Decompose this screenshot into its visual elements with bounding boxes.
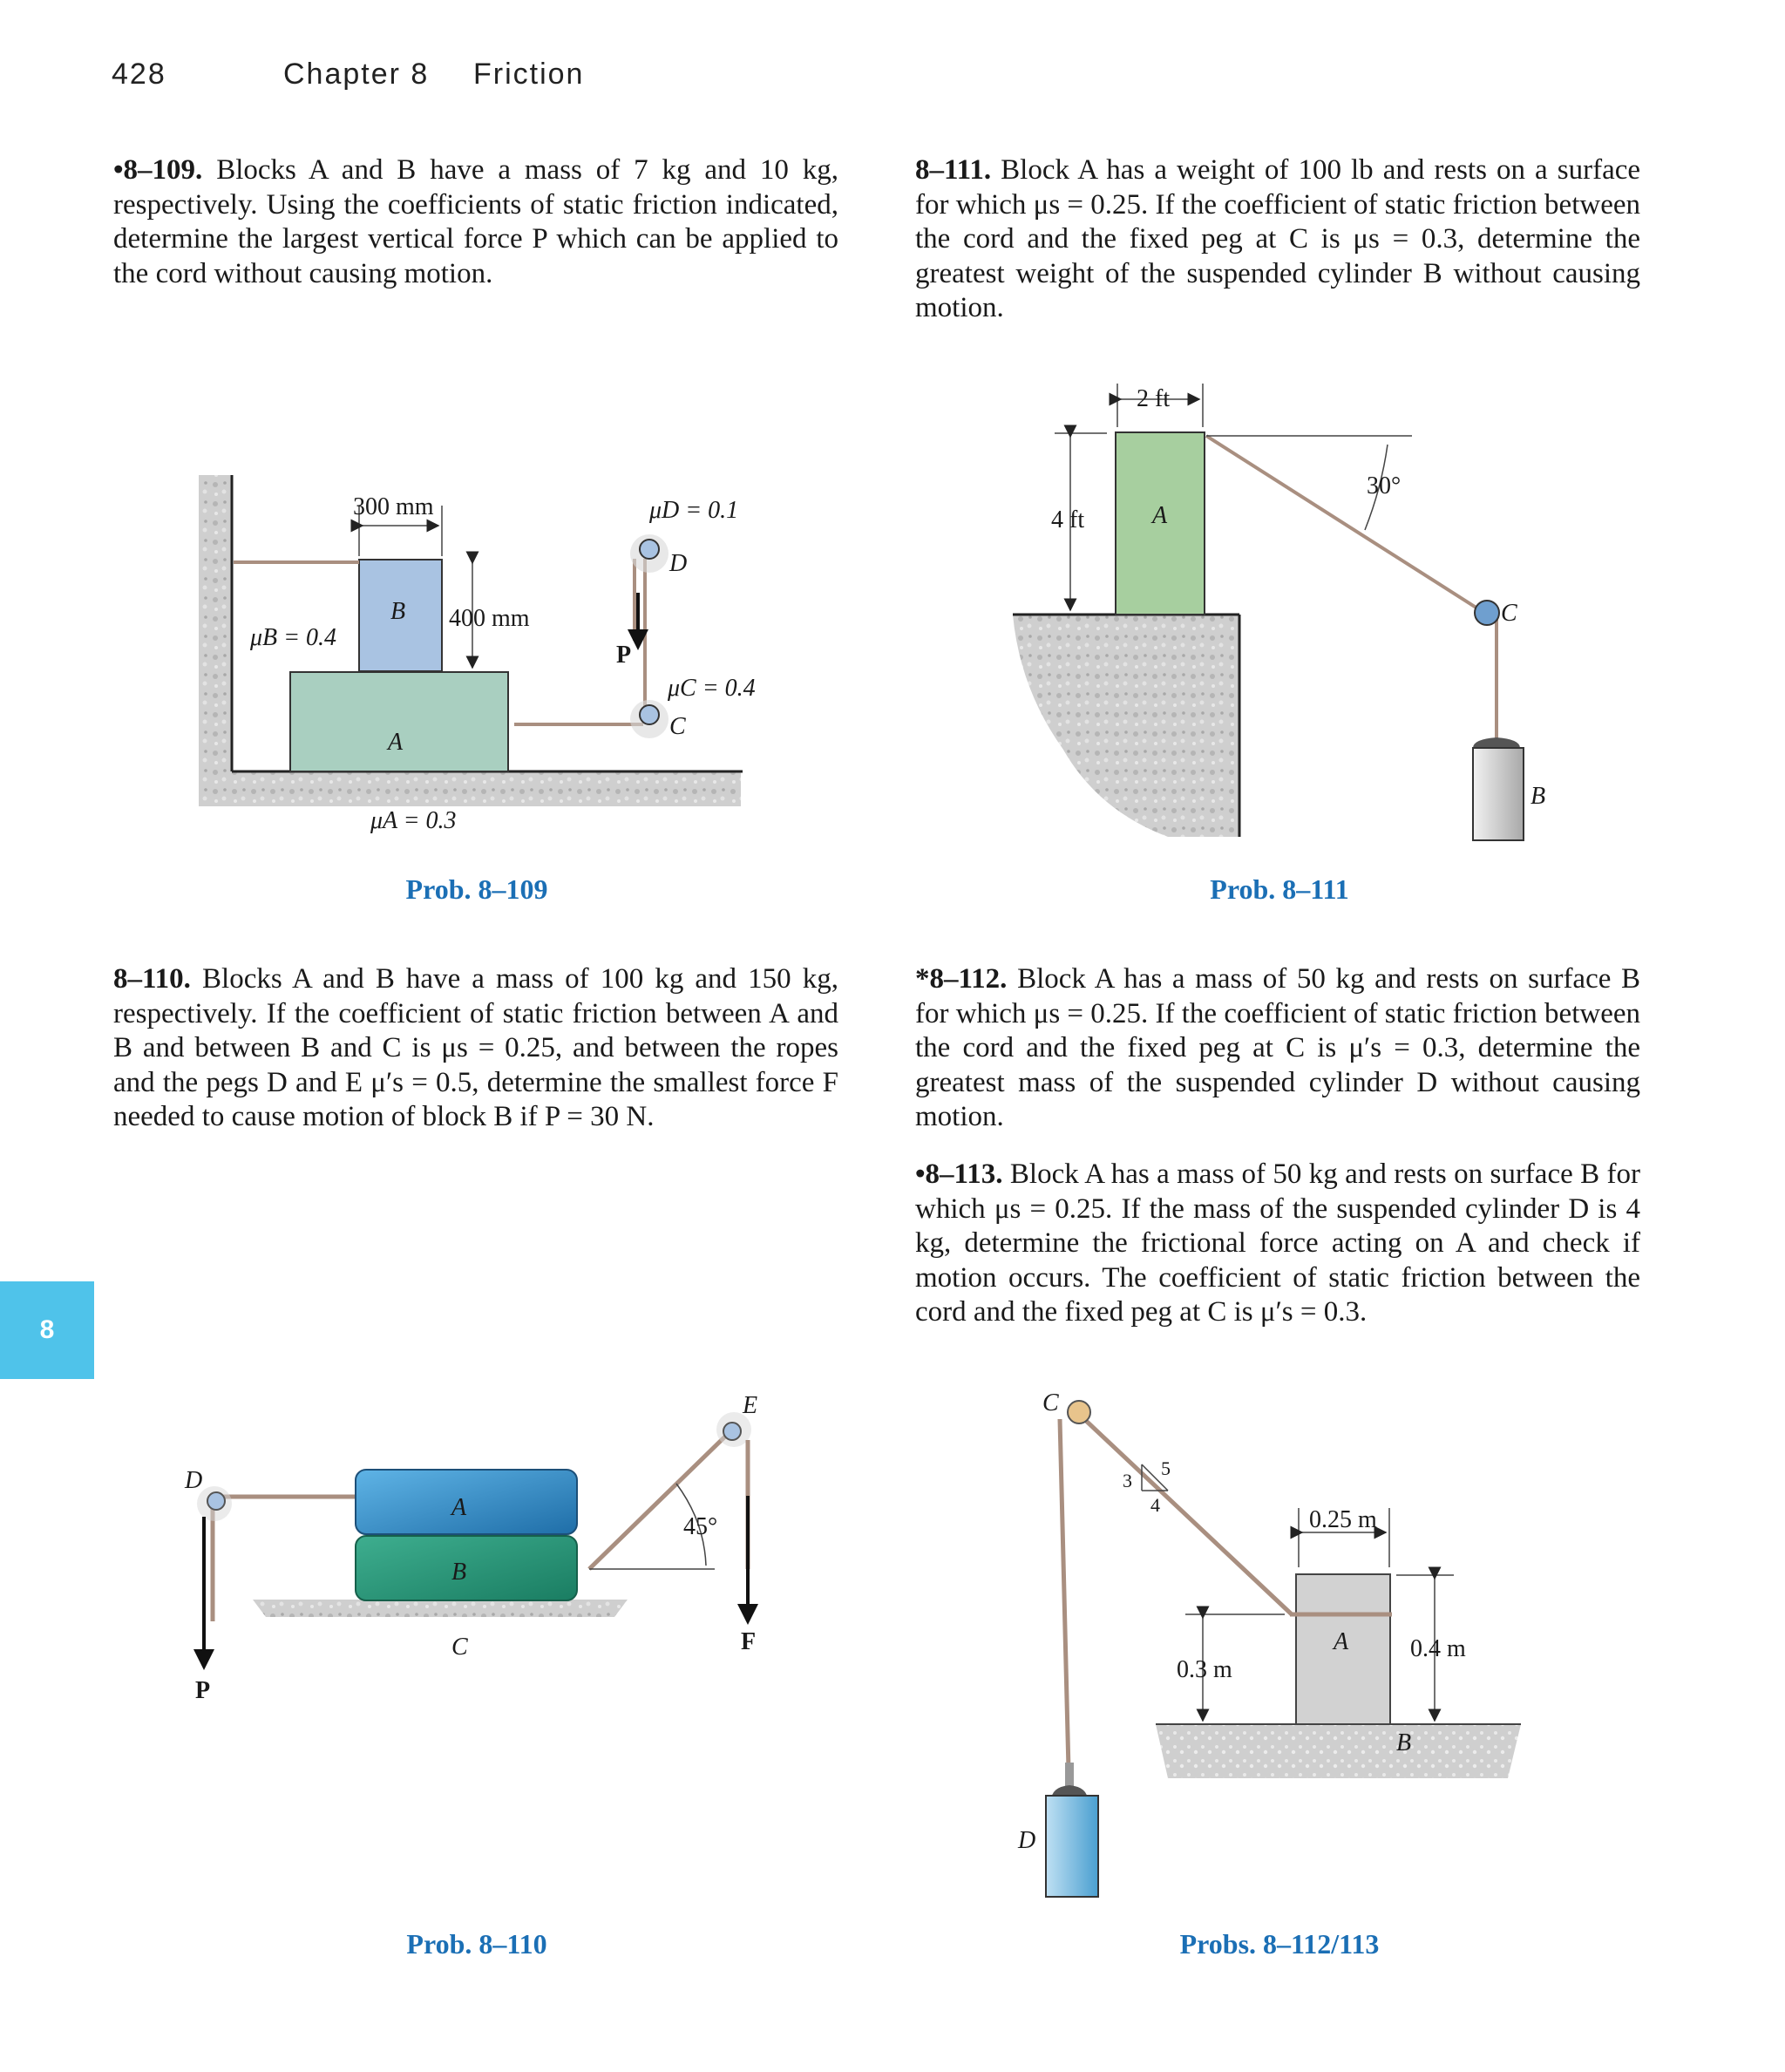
block-a bbox=[290, 672, 508, 771]
label-block-a: A bbox=[451, 1494, 467, 1521]
label-peg-c: C bbox=[1501, 600, 1517, 627]
cylinder-d bbox=[1046, 1796, 1098, 1897]
cord-incline bbox=[1084, 1419, 1292, 1614]
ground-surface-c bbox=[253, 1600, 628, 1617]
wall-hatch bbox=[199, 475, 232, 771]
peg-c bbox=[1475, 601, 1499, 625]
label-force-p: P bbox=[616, 642, 632, 669]
label-peg-d: D bbox=[185, 1467, 203, 1494]
label-surface-c: C bbox=[451, 1634, 468, 1661]
chapter-label: Chapter 8 bbox=[283, 58, 430, 91]
label-cylinder-d: D bbox=[1018, 1827, 1036, 1854]
problem-text: Block A has a mass of 50 kg and rests on surface B for which μs = 0.25. If the mass of the suspended cylinder D is 4 kg, determine the frictional force acting on A and check if motion occurs. The coefficient of static friction between the cord and the fixed peg at C is μ′s = 0.3. bbox=[915, 1158, 1641, 1328]
peg-d bbox=[207, 1492, 225, 1510]
label-width: 300 mm bbox=[353, 493, 434, 520]
cylinder-b bbox=[1473, 748, 1524, 840]
label-mu-b: μB = 0.4 bbox=[250, 624, 337, 651]
label-slope-5: 5 bbox=[1161, 1457, 1171, 1479]
label-angle: 45° bbox=[683, 1513, 718, 1540]
label-height: 4 ft bbox=[1051, 506, 1085, 533]
label-block-a: A bbox=[388, 729, 404, 756]
label-block-a: A bbox=[1334, 1628, 1349, 1655]
label-slope-4: 4 bbox=[1150, 1494, 1160, 1516]
rope-e bbox=[589, 1433, 729, 1569]
ground-surface-b bbox=[1156, 1724, 1521, 1778]
caption-8-112-113: Probs. 8–112/113 bbox=[1179, 1928, 1380, 1960]
label-surface-b: B bbox=[1396, 1729, 1412, 1756]
label-block-b: B bbox=[451, 1559, 467, 1586]
problem-number: 8–110. bbox=[113, 963, 191, 995]
label-cylinder-b: B bbox=[1530, 783, 1546, 810]
label-peg-d: D bbox=[669, 550, 688, 577]
chapter-title: Friction bbox=[473, 58, 585, 91]
figure-8-112-113 bbox=[1017, 1389, 1521, 1897]
cord-vertical bbox=[1060, 1419, 1069, 1770]
label-block-a: A bbox=[1152, 502, 1168, 529]
caption-8-109: Prob. 8–109 bbox=[405, 873, 548, 905]
label-cord-height: 0.3 m bbox=[1177, 1656, 1232, 1683]
label-force-p: P bbox=[195, 1677, 211, 1704]
label-height: 400 mm bbox=[449, 605, 530, 632]
label-mu-a: μA = 0.3 bbox=[370, 807, 457, 834]
problem-number: 8–111. bbox=[915, 154, 992, 186]
label-angle: 30° bbox=[1367, 472, 1402, 499]
figure-8-110 bbox=[184, 1392, 757, 1704]
label-mu-d: μD = 0.1 bbox=[649, 497, 739, 524]
label-width: 2 ft bbox=[1137, 385, 1171, 412]
label-block-b: B bbox=[390, 598, 406, 625]
page-number: 428 bbox=[112, 58, 166, 91]
ground-hatch bbox=[1013, 615, 1239, 837]
problem-text: Blocks A and B have a mass of 7 kg and 10 kg, respectively. Using the coefficients of static friction indicated, determine the largest vertical force P which can be applied to the cord without causing motion. bbox=[113, 154, 839, 289]
cylinder-link bbox=[1065, 1763, 1074, 1789]
cord-incline bbox=[1206, 436, 1484, 613]
peg-c bbox=[1068, 1401, 1090, 1423]
problem-text: Block A has a weight of 100 lb and rests on a surface for which μs = 0.25. If the coefficient of static friction between the cord and the fixed peg at C is μs = 0.3, determine the greatest weight of the suspended cylinder B without causing motion. bbox=[915, 154, 1641, 323]
label-mu-c: μC = 0.4 bbox=[668, 675, 756, 702]
label-width: 0.25 m bbox=[1309, 1506, 1377, 1533]
peg-d bbox=[640, 540, 659, 559]
problem-number: •8–109. bbox=[113, 154, 203, 186]
caption-8-111: Prob. 8–111 bbox=[1210, 873, 1349, 905]
caption-8-110: Prob. 8–110 bbox=[406, 1928, 547, 1960]
peg-e bbox=[723, 1423, 741, 1440]
figure-8-109 bbox=[199, 475, 756, 834]
peg-c bbox=[640, 705, 659, 724]
label-peg-e: E bbox=[743, 1392, 758, 1419]
floor-hatch bbox=[199, 771, 741, 806]
label-peg-c: C bbox=[669, 713, 686, 740]
label-peg-c: C bbox=[1042, 1389, 1059, 1416]
chapter-side-tab: 8 bbox=[0, 1281, 94, 1379]
problem-text: Block A has a mass of 50 kg and rests on surface B for which μs = 0.25. If the coefficient of static friction between the cord and the fixed peg at C is μ′s = 0.3, determine the greatest mass of the suspended cylinder D without causing motion. bbox=[915, 963, 1640, 1132]
label-force-f: F bbox=[741, 1628, 757, 1655]
label-slope-3: 3 bbox=[1123, 1470, 1132, 1491]
problem-number: •8–113. bbox=[915, 1158, 1003, 1190]
figure-8-111 bbox=[1013, 384, 1545, 840]
cylinder-hook bbox=[1473, 737, 1520, 748]
problem-number: *8–112. bbox=[915, 963, 1008, 995]
label-height: 0.4 m bbox=[1410, 1635, 1466, 1662]
problem-text: Blocks A and B have a mass of 100 kg and 150 kg, respectively. If the coefficient of static friction between A and B and between B and C is μs = 0.25, and between the ropes and the pegs D and E μ′s = 0.5, determine the smallest force F needed to cause motion of block B if P = 30 N. bbox=[113, 963, 838, 1132]
